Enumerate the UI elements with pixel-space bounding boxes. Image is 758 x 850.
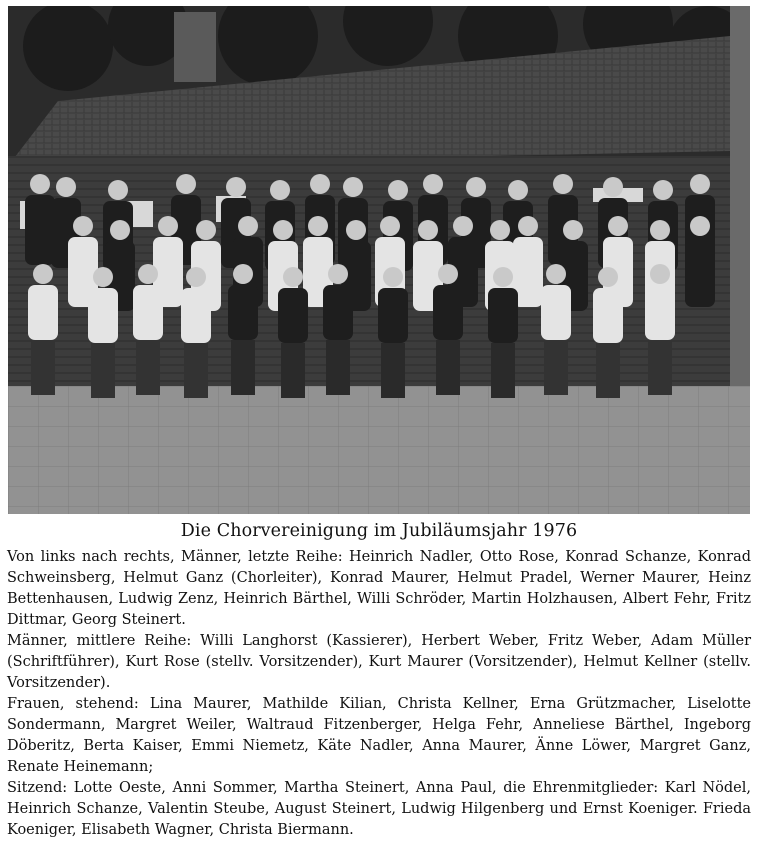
caption-paragraph-women-standing: Frauen, stehend: Lina Maurer, Mathilde Kilian, Christa Kellner, Erna Grützmacher, Liselotte Sondermann, Margret Weiler, Waltraud Fitzenberger, Helga Fehr, Anneliese Bärthel, Ingeborg Döberitz, Berta Kaiser, Emmi Niemetz, Käte Nadler, Anna Maurer, Änne Löwer, Margret Ganz, Renate Heinemann; bbox=[7, 696, 751, 775]
caption-paragraph-seated: Sitzend: Lotte Oeste, Anni Sommer, Martha Steinert, Anna Paul, die Ehrenmitglieder: Karl Nödel, Heinrich Schanze, Valentin Steube, August Steinert, Ludwig Hilgenberg und Ernst Koeniger. Frieda Koeniger, Elisabeth Wagner, Christa Biermann. bbox=[7, 780, 751, 838]
chimney bbox=[174, 12, 216, 82]
photo-illustration bbox=[8, 6, 750, 514]
caption-body bbox=[7, 547, 751, 841]
corner-post bbox=[730, 6, 750, 436]
group-photograph bbox=[8, 6, 750, 514]
caption-paragraph-middle-row: Männer, mittlere Reihe: Willi Langhorst (Kassierer), Herbert Weber, Fritz Weber, Adam Müller (Schriftführer), Kurt Rose (stellv. Vorsitzender), Kurt Maurer (Vorsitzender), Helmut Kellner (stellv. Vorsitzender). bbox=[7, 633, 751, 691]
caption-title: Die Chorvereinigung im Jubiläumsjahr 1976 bbox=[180, 521, 578, 541]
caption-paragraph-back-row: Von links nach rechts, Männer, letzte Reihe: Heinrich Nadler, Otto Rose, Konrad Schanze, Konrad Schweinsberg, Helmut Ganz (Chorleiter), Konrad Maurer, Helmut Pradel, Werner Maurer, Heinz Bettenhausen, Ludwig Zenz, Heinrich Bärthel, Willi Schröder, Martin Holzhausen, Albert Fehr, Fritz Dittmar, Georg Steinert. bbox=[7, 549, 751, 628]
